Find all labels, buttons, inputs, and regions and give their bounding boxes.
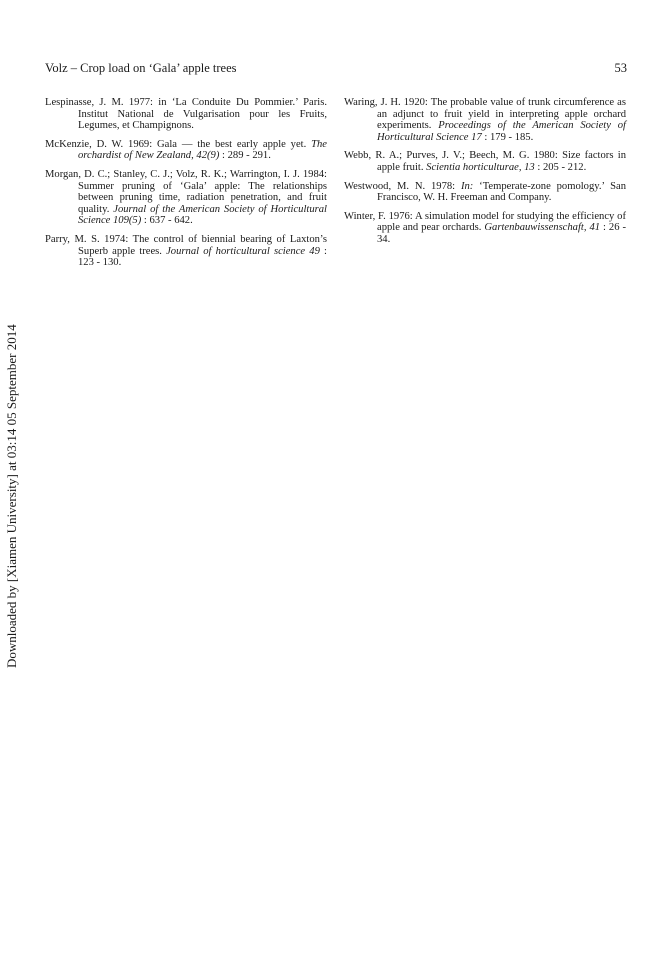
page-header	[45, 61, 627, 76]
reference-waring-1920: Waring, J. H. 1920: The probable value of trunk circumference as an adjunct to fruit yield in interpreting apple orchard experiments. Proceedings of the American Society of Horticultural Science 17 : 179 - 185.	[344, 97, 626, 143]
download-watermark: Downloaded by [Xiamen University] at 03:14 05 September 2014	[4, 324, 19, 668]
page-number: 53	[614, 61, 627, 75]
running-title: Volz – Crop load on ‘Gala’ apple trees	[45, 61, 237, 75]
reference-webb-1980: Webb, R. A.; Purves, J. V.; Beech, M. G. 1980: Size factors in apple fruit. Scientia horticulturae, 13 : 205 - 212.	[344, 150, 626, 173]
reference-westwood-1978: Westwood, M. N. 1978: In: ‘Temperate-zone pomology.’ San Francisco, W. H. Freeman and Company.	[344, 180, 626, 204]
reference-mckenzie-1969: McKenzie, D. W. 1969: Gala — the best early apple yet. The orchardist of New Zealand, 42(9) : 289 - 291.	[45, 138, 327, 162]
reference-parry-1974: Parry, M. S. 1974: The control of biennial bearing of Laxton’s Superb apple trees. Journal of horticultural science 49 : 123 - 130.	[45, 233, 328, 269]
reference-lespinasse-1977: Lespinasse, J. M. 1977: in ‘La Conduite Du Pommier.’ Paris. Institut National de Vulgarisation pour les Fruits, Legumes, et Champignons.	[45, 97, 327, 132]
references-left-column	[45, 97, 327, 276]
references-right-column	[344, 97, 626, 253]
reference-morgan-1984: Morgan, D. C.; Stanley, C. J.; Volz, R. K.; Warrington, I. J. 1984: Summer pruning of ‘Gala’ apple: The relationships between pruning time, radiation penetration, and fruit quality. Journal of the American Society of Horticultural Science 109(5) : 637 - 642.	[45, 168, 327, 227]
reference-winter-1976: Winter, F. 1976: A simulation model for studying the efficiency of apple and pear orchards. Gartenbauwissenschaft, 41 : 26 - 34.	[344, 210, 627, 245]
